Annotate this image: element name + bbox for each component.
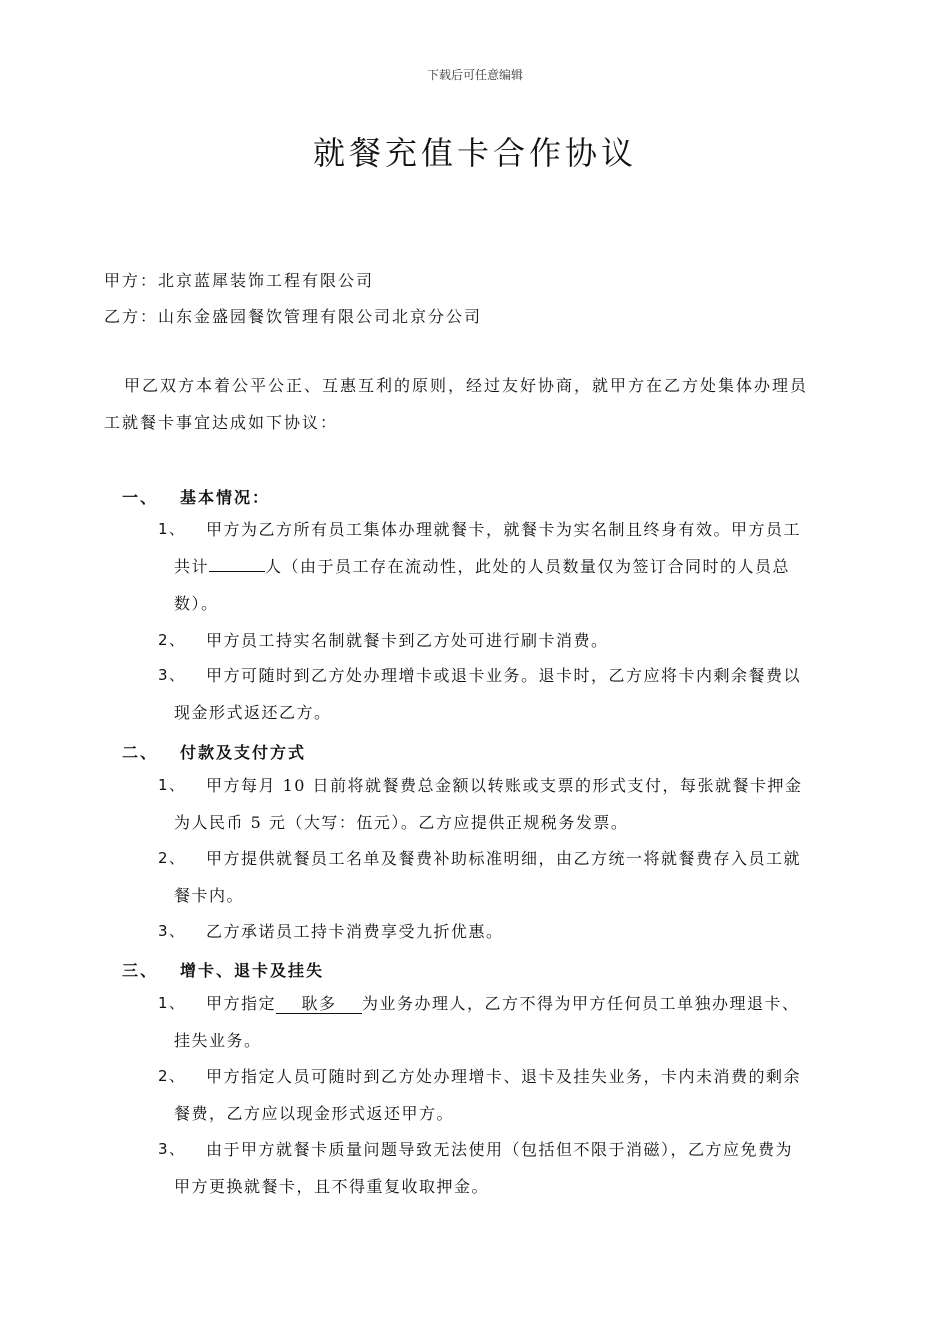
clause-line: 餐卡内。 (174, 886, 245, 905)
clause-line (206, 985, 858, 1022)
clause (158, 1131, 858, 1205)
clause-number: 2、 (158, 849, 186, 867)
clause-line: 由于甲方就餐卡质量问题导致无法使用（包括但不限于消磁），乙方应免费为 (206, 1140, 794, 1159)
designated-person: 耿多 (276, 995, 362, 1014)
page-header: 下载后可任意编辑 (426, 68, 523, 82)
clause-line (174, 548, 858, 585)
clause-number: 3、 (158, 1140, 186, 1158)
clause (158, 622, 858, 659)
clause-line: 甲方更换就餐卡，且不得重复收取押金。 (174, 1177, 490, 1196)
party-b: 乙方：山东金盛园餐饮管理有限公司北京分公司 (104, 307, 483, 326)
clause (158, 767, 858, 841)
section-title: 付款及支付方式 (180, 743, 307, 762)
party-a: 甲方：北京蓝犀装饰工程有限公司 (104, 271, 375, 290)
clause-number: 1、 (158, 776, 186, 794)
clause-text: 甲方指定 (206, 994, 277, 1013)
section-number: 二、 (122, 743, 159, 762)
clause-number: 2、 (158, 1067, 186, 1085)
clause-line: 乙方承诺员工持卡消费享受九折优惠。 (206, 922, 504, 941)
clause-line: 现金形式返还乙方。 (174, 703, 332, 722)
clause-line: 甲方为乙方所有员工集体办理就餐卡，就餐卡为实名制且终身有效。甲方员工 (206, 520, 802, 539)
clause-number: 1、 (158, 520, 186, 538)
section-heading (122, 485, 270, 508)
clause-line: 挂失业务。 (174, 1031, 262, 1050)
section-number: 三、 (122, 961, 159, 980)
clause-line: 甲方员工持实名制就餐卡到乙方处可进行刷卡消费。 (206, 631, 609, 650)
clause-line: 甲方指定人员可随时到乙方处办理增卡、退卡及挂失业务，卡内未消费的剩余 (206, 1067, 802, 1086)
intro-paragraph (104, 367, 864, 441)
clause-number: 3、 (158, 922, 186, 940)
clause-line: 数）。 (174, 594, 219, 613)
section-number: 一、 (122, 488, 159, 507)
section-title: 增卡、退卡及挂失 (180, 961, 325, 980)
document-title: 就餐充值卡合作协议 (312, 134, 637, 172)
intro-line-2: 工就餐卡事宜达成如下协议： (104, 413, 339, 432)
headcount-blank (209, 571, 265, 572)
section-heading (122, 740, 306, 763)
section-heading (122, 958, 324, 981)
intro-line-1: 甲乙双方本着公平公正、互惠互利的原则，经过友好协商，就甲方在乙方处集体办理员 (124, 376, 809, 395)
section-title: 基本情况： (180, 488, 271, 507)
clause-number: 3、 (158, 666, 186, 684)
clause (158, 1058, 858, 1132)
clause-text: 共计 (174, 557, 210, 576)
clause (158, 913, 858, 950)
clause-line: 甲方每月 10 日前将就餐费总金额以转账或支票的形式支付，每张就餐卡押金 (206, 776, 803, 795)
clause-number: 1、 (158, 994, 186, 1012)
clause (158, 511, 858, 622)
clause-line: 甲方可随时到乙方处办理增卡或退卡业务。退卡时，乙方应将卡内剩余餐费以 (206, 666, 802, 685)
clause (158, 657, 858, 731)
clause (158, 840, 858, 914)
clause-number: 2、 (158, 631, 186, 649)
clause-line: 为人民币 5 元（大写：伍元）。乙方应提供正规税务发票。 (174, 813, 629, 832)
clause-line: 甲方提供就餐员工名单及餐费补助标准明细，由乙方统一将就餐费存入员工就 (206, 849, 802, 868)
clause-text: 人（由于员工存在流动性，此处的人员数量仅为签订合同时的人员总 (265, 557, 791, 576)
clause-text: 为业务办理人，乙方不得为甲方任何员工单独办理退卡、 (362, 994, 800, 1013)
clause-line: 餐费，乙方应以现金形式返还甲方。 (174, 1104, 455, 1123)
clause (158, 985, 858, 1059)
